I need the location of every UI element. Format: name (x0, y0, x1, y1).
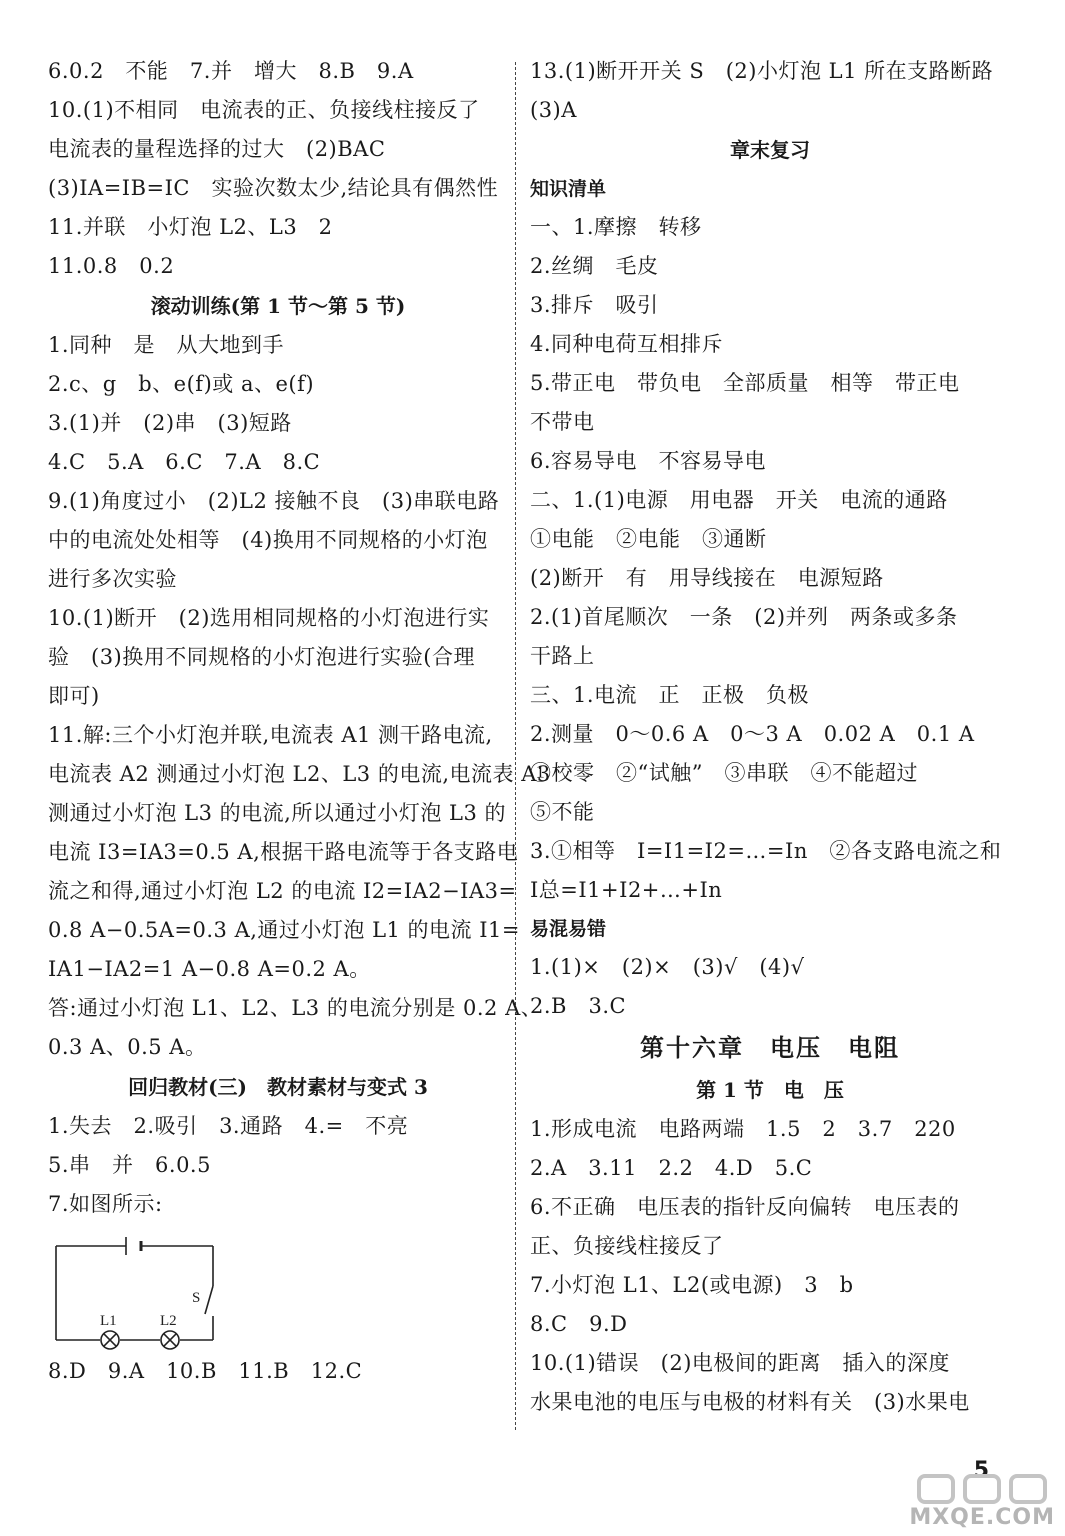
text-line: 答:通过小灯泡 L1、L2、L3 的电流分别是 0.2 A、 (48, 996, 543, 1020)
text-line: 0.3 A、0.5 A。 (48, 1035, 207, 1059)
text-line: 进行多次实验 (48, 567, 177, 591)
text-line: 8.C 9.D (530, 1312, 628, 1336)
text-line: 10.(1)断开 (2)选用相同规格的小灯泡进行实 (48, 606, 490, 630)
text-line: (2)断开 有 用导线接在 电源短路 (530, 566, 884, 590)
text-line: 1.(1)× (2)× (3)√ (4)√ (530, 955, 805, 979)
text-line: 10.(1)错误 (2)电极间的距离 插入的深度 (530, 1351, 950, 1375)
text-line: 2.(1)首尾顺次 一条 (2)并列 两条或多条 (530, 605, 958, 629)
text-line: 流之和得,通过小灯泡 L2 的电流 I2=IA2−IA3= (48, 879, 517, 903)
watermark-logo (909, 1472, 1059, 1532)
text-line: 7.如图所示: (48, 1192, 163, 1216)
text-line: 3.排斥 吸引 (530, 293, 659, 317)
text-line: 测通过小灯泡 L3 的电流,所以通过小灯泡 L3 的 (48, 801, 506, 825)
text-line: ⑤不能 (530, 800, 595, 824)
text-line: 10.(1)不相同 电流表的正、负接线柱接反了 (48, 98, 480, 122)
watermark-glyph-icon (909, 1472, 1059, 1506)
page-number: 5 (973, 1458, 989, 1483)
watermark-text: MXQE.COM (909, 1505, 1055, 1530)
text-line: (3)IA=IB=IC 实验次数太少,结论具有偶然性 (48, 176, 499, 200)
text-line: 2.丝绸 毛皮 (530, 254, 659, 278)
text-line: 即可) (48, 684, 100, 708)
text-line: 不带电 (530, 410, 595, 434)
text-line: 2.c、g b、e(f)或 a、e(f) (48, 372, 315, 396)
text-line: 1.形成电流 电路两端 1.5 2 3.7 220 (530, 1117, 956, 1141)
text-line: 2.B 3.C (530, 994, 627, 1018)
text-line: 5.带正电 带负电 全部质量 相等 带正电 (530, 371, 960, 395)
text-line: 电流表的量程选择的过大 (2)BAC (48, 137, 386, 161)
chapter-title: 第十六章 电压 电阻 (640, 1033, 900, 1062)
text-line: ①电能 ②电能 ③通断 (530, 527, 767, 551)
section-heading-chapter-review: 章末复习 (730, 138, 810, 162)
text-line: 11.解:三个小灯泡并联,电流表 A1 测干路电流, (48, 723, 493, 747)
text-line: 1.失去 2.吸引 3.通路 4.= 不亮 (48, 1114, 409, 1138)
text-line: 6.不正确 电压表的指针反向偏转 电压表的 (530, 1195, 960, 1219)
text-line: 正、负接线柱接反了 (530, 1234, 724, 1258)
lamp-l1-label: L1 (100, 1313, 117, 1329)
lamp-l2-label: L2 (160, 1313, 177, 1329)
section-heading-rolling-training: 滚动训练(第 1 节～第 5 节) (150, 294, 406, 318)
circuit-diagram (48, 1224, 508, 1352)
text-line: 4.同种电荷互相排斥 (530, 332, 724, 356)
section-title: 第 1 节 电 压 (696, 1078, 844, 1102)
text-line: 电流表 A2 测通过小灯泡 L2、L3 的电流,电流表 A3 (48, 762, 551, 786)
text-line: 1.同种 是 从大地到手 (48, 333, 285, 357)
text-line: I总=I1+I2+…+In (530, 878, 723, 902)
text-line: 7.小灯泡 L1、L2(或电源) 3 b (530, 1273, 854, 1297)
text-line: IA1−IA2=1 A−0.8 A=0.2 A。 (48, 957, 371, 981)
text-line: 11.0.8 0.2 (48, 254, 175, 278)
text-line: 一、1.摩擦 转移 (530, 215, 702, 239)
text-line: ①校零 ②“试触” ③串联 ④不能超过 (530, 761, 918, 785)
text-line: 3.①相等 I=I1=I2=…=In ②各支路电流之和 (530, 839, 1002, 863)
column-divider (515, 62, 516, 1430)
text-line: 三、1.电流 正 正极 负极 (530, 683, 810, 707)
text-line: 3.(1)并 (2)串 (3)短路 (48, 411, 292, 435)
text-line: 中的电流处处相等 (4)换用不同规格的小灯泡 (48, 528, 488, 552)
text-line: 6.0.2 不能 7.并 增大 8.B 9.A (48, 59, 414, 83)
text-line: 水果电池的电压与电极的材料有关 (3)水果电 (530, 1390, 970, 1414)
right-column (530, 52, 1010, 1422)
text-line: 13.(1)断开开关 S (2)小灯泡 L1 所在支路断路 (530, 59, 994, 83)
subheading-knowledge-list: 知识清单 (530, 178, 607, 200)
text-line: 2.测量 0～0.6 A 0～3 A 0.02 A 0.1 A (530, 722, 975, 746)
text-line: 二、1.(1)电源 用电器 开关 电流的通路 (530, 488, 948, 512)
subheading-confusable-errors: 易混易错 (530, 918, 607, 940)
text-line: 0.8 A−0.5A=0.3 A,通过小灯泡 L1 的电流 I1= (48, 918, 520, 942)
text-line: 6.容易导电 不容易导电 (530, 449, 767, 473)
text-line: 验 (3)换用不同规格的小灯泡进行实验(合理 (48, 645, 475, 669)
section-heading-textbook-return: 回归教材(三) 教材素材与变式 3 (128, 1075, 428, 1099)
text-line: 8.D 9.A 10.B 11.B 12.C (48, 1359, 363, 1383)
text-line: 电流 I3=IA3=0.5 A,根据干路电流等于各支路电 (48, 840, 519, 864)
text-line: 5.串 并 6.0.5 (48, 1153, 211, 1177)
text-line: 2.A 3.11 2.2 4.D 5.C (530, 1156, 813, 1180)
text-line: 干路上 (530, 644, 595, 668)
text-line: (3)A (530, 98, 577, 122)
left-column (48, 52, 551, 1391)
text-line: 9.(1)角度过小 (2)L2 接触不良 (3)串联电路 (48, 489, 500, 513)
text-line: 11.并联 小灯泡 L2、L3 2 (48, 215, 333, 239)
text-line: 4.C 5.A 6.C 7.A 8.C (48, 450, 321, 474)
switch-label: S (192, 1290, 201, 1306)
